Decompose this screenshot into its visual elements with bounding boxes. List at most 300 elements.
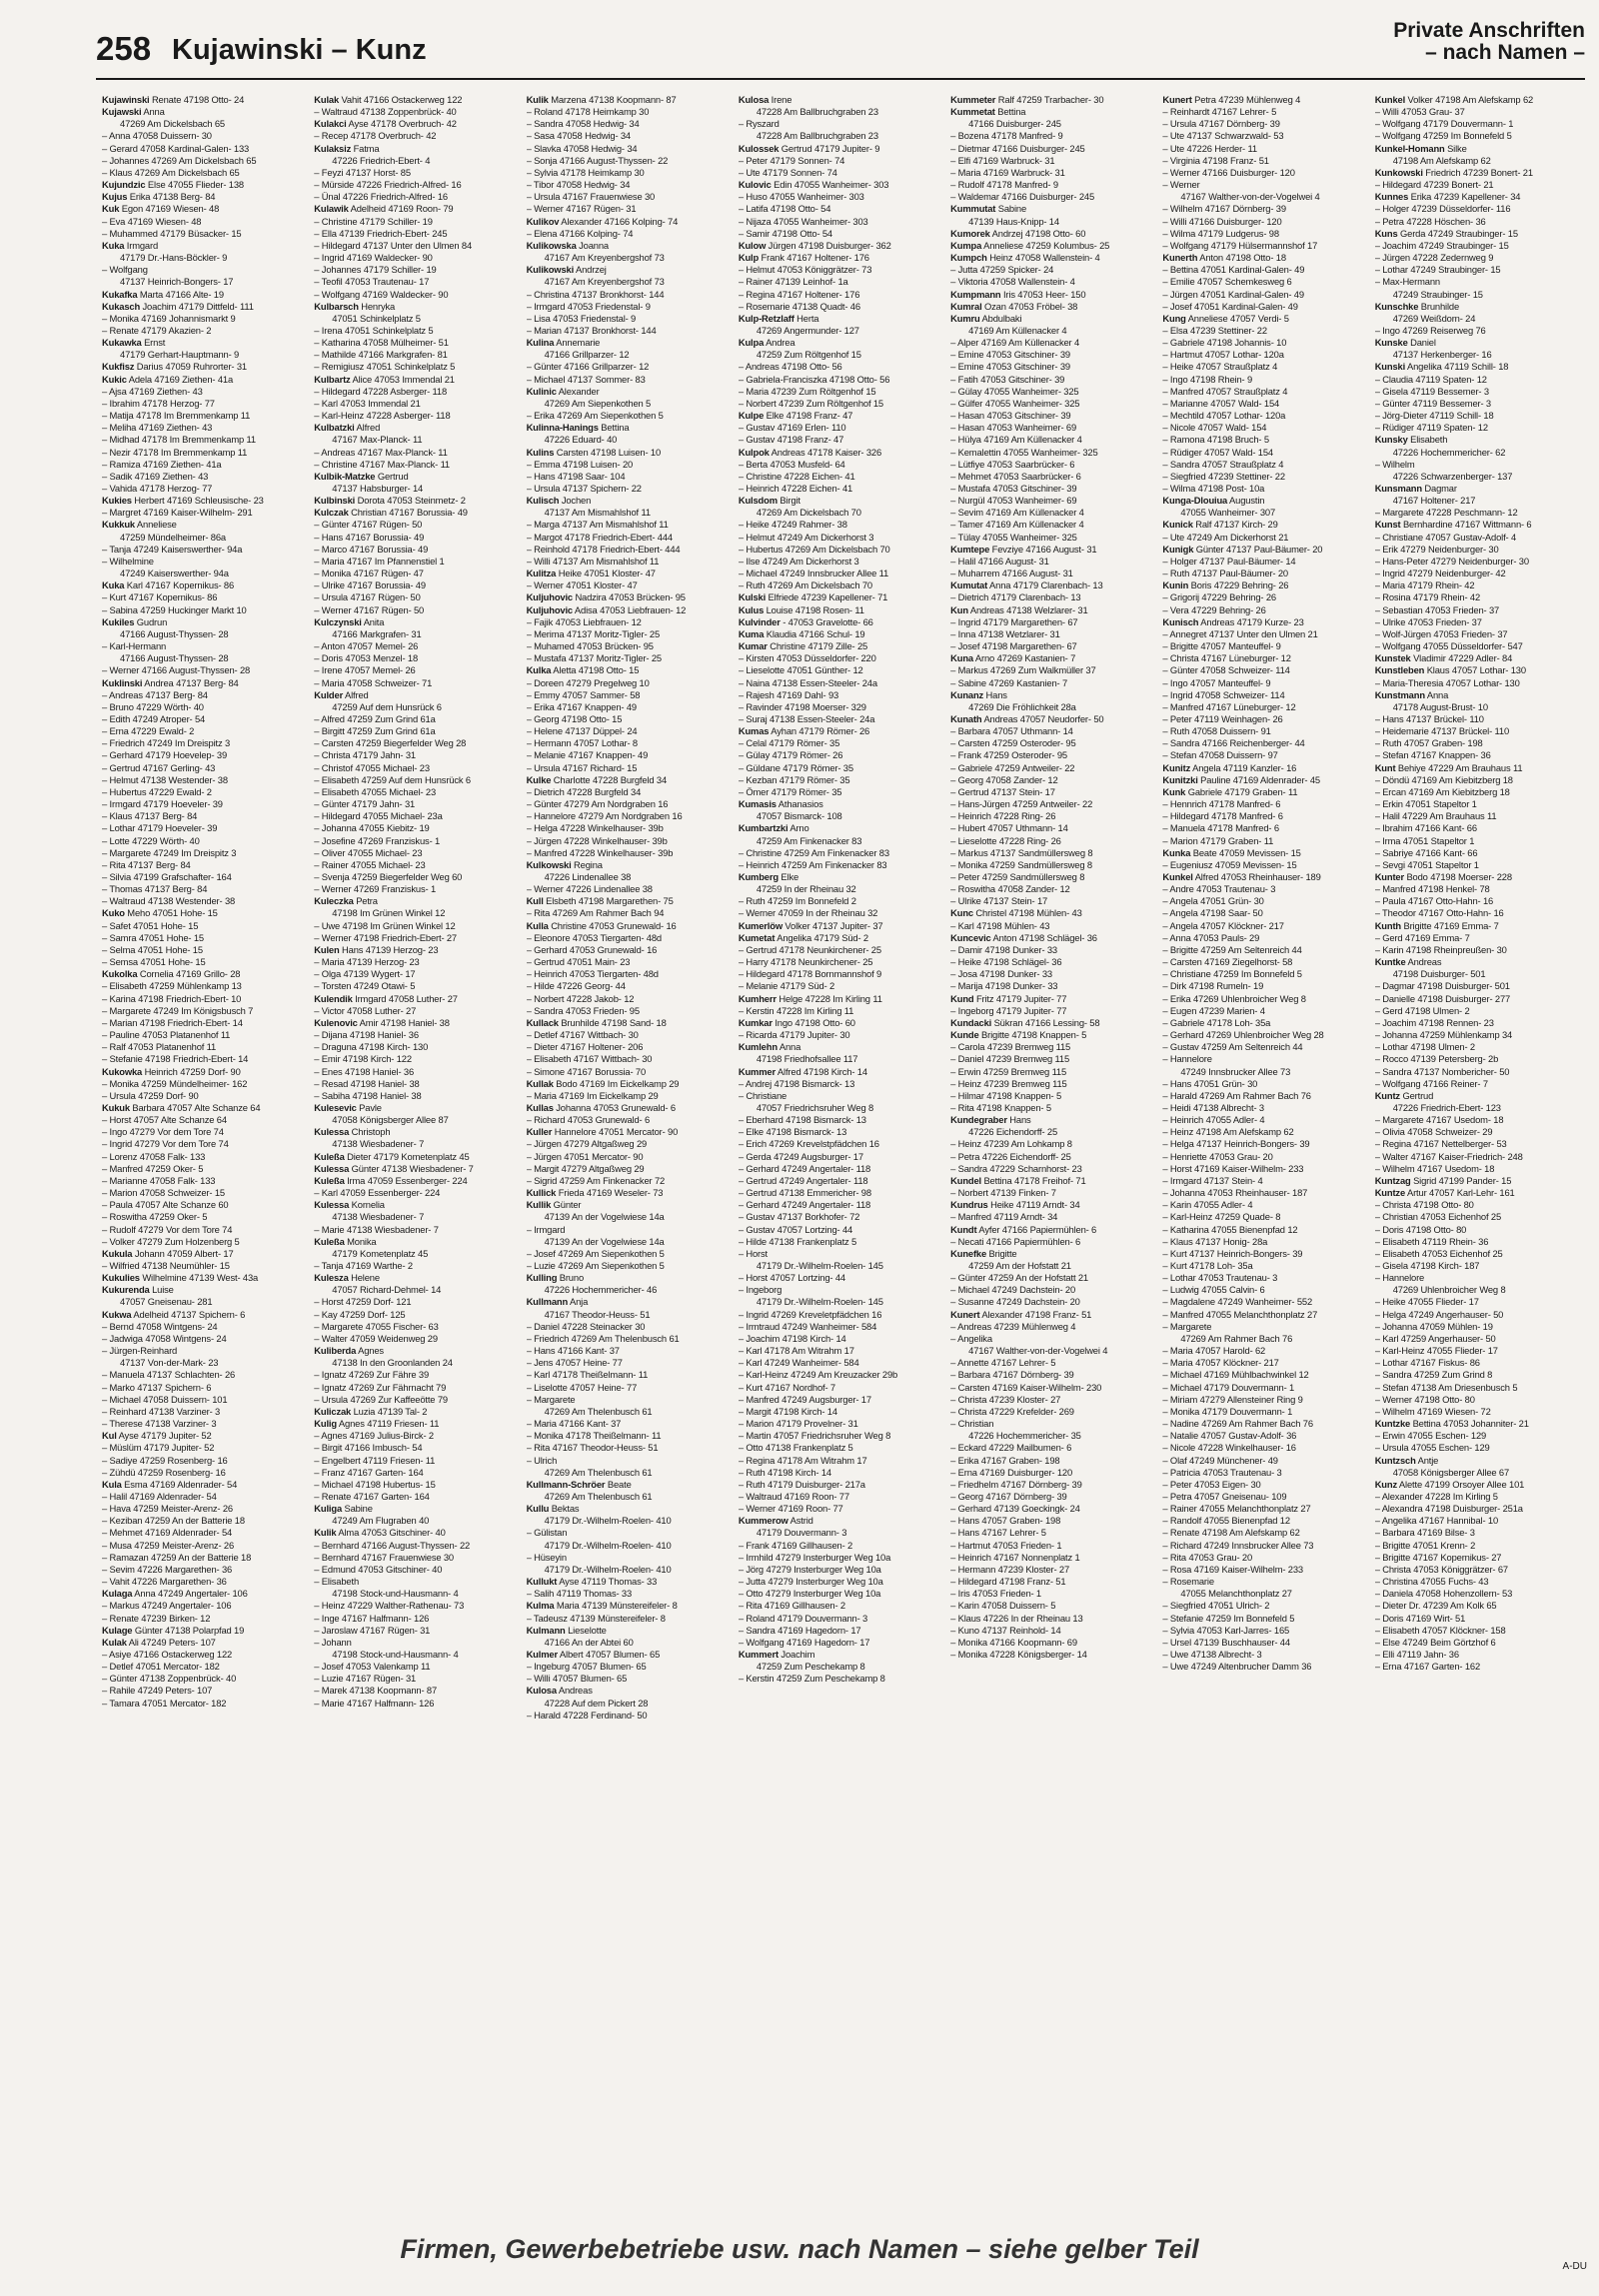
- entry-details: Frank 47167 Holtener- 176: [759, 252, 869, 264]
- entry-details: – Angelika 47167 Hannibal- 10: [1374, 1515, 1499, 1527]
- entry-surname: Kulage: [102, 1624, 133, 1636]
- directory-entry: [739, 932, 942, 944]
- entry-details: – Angela 47051 Grün- 30: [1162, 895, 1264, 907]
- entry-details: – Heike 47055 Flieder- 17: [1374, 1296, 1479, 1308]
- entry-details: – Edmund 47053 Gitschiner- 40: [314, 1563, 443, 1575]
- entry-details: – Rahile 47249 Peters- 107: [102, 1685, 213, 1697]
- entry-details: – Josef 47198 Margarethen- 67: [950, 640, 1077, 652]
- entry-details: – Patricia 47053 Trautenau- 3: [1162, 1466, 1282, 1478]
- entry-details: Herta: [794, 312, 819, 324]
- entry-details: – Manfred 47249 Augsburger- 17: [738, 1393, 871, 1405]
- directory-entry: [102, 386, 306, 398]
- entry-details: Andreas 47178 Kaiser- 326: [769, 446, 882, 458]
- entry-details: – Norbert 47228 Jakob- 12: [526, 992, 635, 1004]
- entry-details: – Christian: [950, 1418, 994, 1430]
- directory-entry: [739, 1576, 942, 1588]
- entry-details: – Danielle 47198 Duisburger- 277: [1374, 992, 1511, 1004]
- directory-entry: [1162, 1005, 1366, 1017]
- directory-entry: [1375, 1467, 1579, 1479]
- entry-surname: Kunkowski: [1374, 166, 1423, 178]
- entry-details: – Nezir 47178 Im Bremmenkamp 11: [102, 446, 248, 458]
- directory-entry: [527, 652, 731, 664]
- directory-entry: [739, 993, 942, 1005]
- entry-surname: Kumpch: [950, 252, 987, 264]
- directory-entry: [314, 544, 518, 556]
- directory-entry: [950, 1430, 1154, 1442]
- directory-entry: [102, 1248, 306, 1260]
- entry-details: – Karina 47198 Friedrich-Ebert- 10: [102, 992, 242, 1004]
- directory-entry: [527, 1272, 731, 1284]
- entry-details: – Werner 47226 Lindenallee 38: [526, 883, 653, 895]
- entry-details: Bodo 47169 Im Eickelkamp 29: [553, 1077, 680, 1089]
- directory-entry: [1375, 1576, 1579, 1588]
- directory-entry: [950, 532, 1154, 544]
- entry-details: – Elisabeth 47259 Auf dem Hunsrück 6: [314, 773, 471, 785]
- directory-entry: [950, 956, 1154, 968]
- entry-details: – Luzie 47269 Am Siepenkothen 5: [526, 1260, 665, 1271]
- directory-entry: [527, 713, 731, 725]
- entry-details: – Friedrich 47249 Im Dreispitz 3: [102, 737, 231, 749]
- directory-entry: [1375, 835, 1579, 847]
- directory-entry: [739, 1333, 942, 1345]
- entry-details: – Mürside 47226 Friedrich-Alfred- 16: [314, 179, 462, 191]
- directory-entry: [739, 106, 942, 118]
- directory-entry: [950, 980, 1154, 992]
- entry-details: 47179 Dr.-Wilhelm-Roelen- 145: [756, 1296, 883, 1308]
- entry-details: – Peter 47179 Sonnen- 74: [738, 154, 845, 166]
- directory-entry: [102, 544, 306, 556]
- directory-entry: [1375, 1248, 1579, 1260]
- directory-entry: [1162, 556, 1366, 568]
- entry-details: – Hennrich 47178 Manfred- 6: [1162, 798, 1281, 810]
- directory-entry: [1375, 228, 1579, 240]
- directory-entry: [950, 652, 1154, 664]
- entry-details: Charlotte 47228 Burgfeld 34: [551, 773, 668, 785]
- directory-entry: [1375, 301, 1579, 313]
- entry-details: – Waldemar 47166 Duisburger- 245: [950, 191, 1095, 203]
- directory-entry: [950, 1442, 1154, 1454]
- directory-entry: [314, 1163, 518, 1175]
- directory-entry: [527, 1625, 731, 1637]
- directory-entry: [527, 993, 731, 1005]
- entry-details: 47179 Dr.-Wilhelm-Roelen- 410: [544, 1563, 672, 1575]
- entry-details: – Halil 47166 August- 31: [950, 555, 1049, 567]
- entry-details: – Maria 47139 Herzog- 23: [314, 956, 420, 968]
- directory-entry: [950, 1357, 1154, 1369]
- entry-details: – Ingeburg 47057 Blumen- 65: [526, 1661, 647, 1673]
- entry-surname: Kulbinski: [314, 495, 356, 507]
- entry-details: – Therese 47138 Varziner- 3: [102, 1418, 217, 1430]
- entry-details: – Siegfried 47239 Stettiner- 22: [1162, 470, 1285, 482]
- entry-surname: Kuntzsch: [1374, 1454, 1416, 1466]
- directory-entry: [950, 179, 1154, 191]
- entry-details: Alexander 47198 Franz- 51: [979, 1308, 1092, 1320]
- entry-surname: Kuncevic: [950, 931, 991, 943]
- entry-details: – Sandra 47053 Frieden- 95: [526, 1004, 640, 1016]
- entry-details: – Joachim 47198 Rennen- 23: [1374, 1016, 1494, 1028]
- entry-surname: Kunath: [950, 712, 982, 724]
- directory-column-1: [98, 94, 310, 2212]
- directory-entry: [1162, 1564, 1366, 1576]
- directory-entry: [950, 579, 1154, 591]
- directory-entry: [950, 640, 1154, 652]
- entry-details: – Hildegard 47178 Bornmannshof 9: [738, 968, 882, 980]
- directory-entry: [739, 1126, 942, 1138]
- entry-details: 47226 Hochemmericher- 35: [968, 1430, 1081, 1442]
- entry-details: – Doris 47053 Menzel- 18: [314, 652, 419, 664]
- entry-details: – Sandra 47229 Scharnhorst- 23: [950, 1162, 1082, 1174]
- directory-entry: [314, 556, 518, 568]
- entry-details: – Lieselotte 47051 Günther- 12: [738, 664, 863, 676]
- entry-surname: Kulisch: [526, 495, 560, 507]
- directory-entry: [1375, 713, 1579, 725]
- directory-entry: [739, 447, 942, 459]
- directory-entry: [739, 956, 942, 968]
- entry-details: – Wolfgang 47169 Waldecker- 90: [314, 288, 449, 300]
- entry-surname: Kunkel: [1162, 871, 1193, 882]
- entry-surname: Kulitza: [526, 568, 557, 579]
- entry-details: – Vahit 47226 Margarethen- 36: [102, 1576, 227, 1588]
- directory-entry: [1162, 652, 1366, 664]
- entry-details: – Joachim 47249 Straubinger- 15: [1374, 239, 1509, 251]
- entry-details: – Gertrud 47137 Stein- 17: [950, 785, 1055, 797]
- directory-entry: [739, 507, 942, 519]
- directory-entry: [314, 1613, 518, 1625]
- entry-details: 47166 August-Thyssen- 28: [120, 627, 229, 639]
- directory-entry: [527, 216, 731, 228]
- directory-entry: [102, 1527, 306, 1539]
- directory-entry: [739, 749, 942, 761]
- entry-details: Jochen: [559, 495, 592, 507]
- entry-details: – Stefanie 47259 Im Bonnefeld 5: [1162, 1612, 1295, 1624]
- directory-entry: [950, 191, 1154, 203]
- directory-entry: [1162, 604, 1366, 616]
- directory-entry: [739, 459, 942, 471]
- entry-details: – Gülay 47179 Römer- 26: [738, 749, 843, 761]
- directory-entry: [1162, 1649, 1366, 1661]
- directory-entry: [950, 677, 1154, 689]
- directory-entry: [314, 689, 518, 701]
- entry-details: – Margarete: [526, 1393, 576, 1405]
- entry-details: – Werner 47198 Friedrich-Ebert- 27: [314, 931, 457, 943]
- entry-details: Heike 47051 Kloster- 47: [556, 568, 656, 579]
- entry-details: – Hava 47259 Meister-Arenz- 26: [102, 1503, 233, 1515]
- entry-details: Augustin: [1227, 495, 1265, 507]
- entry-details: – Ursula 47055 Eschen- 129: [1374, 1442, 1490, 1454]
- directory-entry: [527, 1600, 731, 1612]
- directory-entry: [739, 301, 942, 313]
- entry-surname: Kummutat: [950, 203, 996, 215]
- entry-surname: Kulczak: [314, 507, 349, 519]
- entry-details: Bektas: [549, 1503, 580, 1515]
- entry-surname: Kujus: [102, 191, 128, 203]
- directory-entry: [739, 337, 942, 349]
- directory-entry: [102, 507, 306, 519]
- entry-details: – Anton 47057 Memel- 26: [314, 640, 419, 652]
- entry-details: – Paula 47167 Otto-Hahn- 16: [1374, 895, 1494, 907]
- entry-surname: Kulbatzki: [314, 422, 355, 434]
- entry-details: 47228 Am Ballbruchgraben 23: [756, 106, 878, 118]
- entry-details: – Reinhard 47138 Varziner- 3: [102, 1405, 221, 1417]
- directory-entry: [1162, 786, 1366, 798]
- entry-details: – Heinz 47198 Am Alefskamp 62: [1162, 1126, 1294, 1138]
- directory-entry: [739, 1199, 942, 1211]
- directory-entry: [314, 1357, 518, 1369]
- entry-details: – Ibrahim 47166 Kant- 66: [1374, 822, 1477, 834]
- entry-details: – Maria 47057 Klöckner- 217: [1162, 1357, 1279, 1369]
- entry-details: – Uwe 47198 Im Grünen Winkel 12: [314, 919, 456, 931]
- entry-details: – Rosemarie 47138 Quadt- 46: [738, 300, 860, 312]
- directory-entry: [527, 859, 731, 871]
- directory-entry: [1162, 835, 1366, 847]
- directory-entry: [102, 519, 306, 531]
- entry-details: Brigitte: [986, 1247, 1017, 1259]
- entry-details: – Ramazan 47259 An der Batterie 18: [102, 1551, 252, 1563]
- entry-details: – Ludwig 47055 Calvin- 6: [1162, 1284, 1265, 1296]
- entry-details: Ernst: [141, 337, 166, 349]
- entry-details: 47057 Bismarck- 108: [756, 810, 842, 822]
- entry-details: – Volker 47279 Zum Holzenberg 5: [102, 1235, 240, 1247]
- entry-details: Kornelia: [349, 1199, 385, 1211]
- directory-entry: [739, 1442, 942, 1454]
- directory-entry: [527, 544, 731, 556]
- directory-entry: [1375, 1600, 1579, 1612]
- entry-surname: Kundegraber: [950, 1114, 1007, 1126]
- entry-details: Andrzej 47198 Otto- 60: [989, 227, 1086, 239]
- entry-details: – Heinrich 47259 Am Finkenacker 83: [738, 858, 887, 870]
- entry-details: – Berta 47053 Musfeld- 64: [738, 458, 845, 470]
- entry-details: – Hannelore: [1374, 1272, 1425, 1284]
- entry-details: Adisa 47053 Liebfrauen- 12: [572, 603, 687, 615]
- directory-entry: [950, 471, 1154, 483]
- directory-entry: [1375, 507, 1579, 519]
- entry-details: – Jutta 47259 Spicker- 24: [950, 264, 1054, 276]
- directory-entry: [950, 1284, 1154, 1296]
- directory-entry: [739, 1503, 942, 1515]
- directory-entry: [314, 94, 518, 106]
- entry-details: – Heinz 47239 Bremweg 115: [950, 1077, 1067, 1089]
- entry-surname: Kukfisz: [102, 361, 135, 373]
- directory-entry: [314, 1090, 518, 1102]
- directory-entry: [1375, 434, 1579, 446]
- directory-entry: [739, 410, 942, 422]
- entry-surname: Kunstleben: [1374, 664, 1425, 676]
- directory-entry: [1375, 810, 1579, 822]
- entry-details: 47249 Am Flugraben 40: [332, 1515, 430, 1527]
- entry-details: – Ibrahim 47178 Herzog- 77: [102, 397, 215, 409]
- entry-details: – Else 47249 Beim Görtzhof 6: [1374, 1636, 1496, 1648]
- entry-details: – Christine 47179 Schiller- 19: [314, 215, 433, 227]
- entry-details: – Oliver 47055 Michael- 23: [314, 846, 423, 858]
- directory-entry: [1375, 1017, 1579, 1029]
- directory-entry: [102, 1224, 306, 1236]
- directory-entry: [1375, 203, 1579, 215]
- entry-details: Adelheid 47137 Spichern- 6: [131, 1308, 246, 1320]
- directory-entry: [1375, 980, 1579, 992]
- directory-entry: [950, 1078, 1154, 1090]
- directory-entry: [527, 471, 731, 483]
- entry-surname: Kuko: [102, 907, 125, 919]
- directory-entry: [314, 386, 518, 398]
- entry-details: – Horst: [738, 1247, 769, 1259]
- directory-entry: [1162, 1503, 1366, 1515]
- entry-details: 47226 Lindenallee 38: [544, 871, 632, 882]
- directory-entry: [314, 859, 518, 871]
- directory-entry: [527, 1418, 731, 1430]
- entry-details: – Lotte 47229 Wörth- 40: [102, 834, 200, 846]
- directory-entry: [1375, 1418, 1579, 1430]
- directory-entry: [102, 1467, 306, 1479]
- entry-details: Alexander: [556, 385, 600, 397]
- entry-surname: Kunert: [950, 1308, 980, 1320]
- entry-details: – Eugeniusz 47059 Mevissen- 15: [1162, 858, 1297, 870]
- directory-entry: [527, 289, 731, 301]
- directory-entry: [102, 1418, 306, 1430]
- directory-entry: [527, 616, 731, 628]
- directory-entry: [1375, 374, 1579, 386]
- entry-details: – Marek 47138 Koopmann- 87: [314, 1685, 438, 1697]
- directory-entry: [950, 216, 1154, 228]
- entry-details: – Josa 47198 Dunker- 33: [950, 968, 1052, 980]
- entry-details: – Alexandra 47198 Duisburger- 251a: [1374, 1503, 1523, 1515]
- entry-details: – Eugen 47239 Marien- 4: [1162, 1004, 1265, 1016]
- directory-entry: [739, 1588, 942, 1600]
- directory-entry: [739, 907, 942, 919]
- directory-entry: [739, 1479, 942, 1491]
- entry-details: Ralf 47259 Trarbacher- 30: [995, 94, 1104, 105]
- directory-entry: [527, 1333, 731, 1345]
- directory-entry: [527, 532, 731, 544]
- entry-details: Bettina: [994, 106, 1026, 118]
- entry-details: Joachim: [778, 1649, 815, 1660]
- entry-details: Egon 47169 Wiesen- 48: [119, 203, 220, 215]
- entry-surname: Kunsky: [1374, 434, 1408, 446]
- entry-details: – Rosina 47179 Rhein- 42: [1374, 591, 1481, 603]
- directory-entry: [950, 1236, 1154, 1248]
- entry-details: – Kuno 47137 Reinhold- 14: [950, 1624, 1061, 1636]
- directory-entry: [1375, 847, 1579, 859]
- entry-details: – Sylvia 47178 Heimkamp 30: [526, 166, 645, 178]
- entry-details: – Hans-Jürgen 47259 Antweiler- 22: [950, 798, 1093, 810]
- directory-entry: [314, 628, 518, 640]
- directory-entry: [1375, 1625, 1579, 1637]
- entry-details: Anneliese 47057 Verdi- 5: [1185, 312, 1289, 324]
- directory-entry: [527, 689, 731, 701]
- entry-details: – Holger 47137 Paul-Bäumer- 14: [1162, 555, 1296, 567]
- directory-entry: [950, 859, 1154, 871]
- entry-details: – Hannelore 47279 Am Nordgraben 16: [526, 810, 683, 822]
- directory-entry: [102, 1698, 306, 1710]
- directory-entry: [314, 664, 518, 676]
- directory-entry: [1375, 325, 1579, 337]
- directory-entry: [527, 1649, 731, 1661]
- entry-details: – Carola 47239 Bremweg 115: [950, 1041, 1071, 1053]
- directory-entry: [527, 725, 731, 737]
- directory-entry: [314, 434, 518, 446]
- entry-details: Hans: [983, 688, 1007, 700]
- entry-details: – Hubert 47057 Uthmann- 14: [950, 822, 1068, 834]
- entry-details: – Meliha 47169 Ziethen- 43: [102, 422, 213, 434]
- entry-details: – Marga 47137 Am Mismahlshof 11: [526, 519, 669, 531]
- directory-entry: [739, 1394, 942, 1406]
- directory-entry: [950, 106, 1154, 118]
- entry-surname: Kujundzic: [102, 179, 146, 191]
- entry-details: – Monika 47228 Königsberger- 14: [950, 1649, 1087, 1660]
- directory-entry: [527, 907, 731, 919]
- directory-entry: [527, 519, 731, 531]
- entry-details: – Christian 47053 Eichenhof 25: [1374, 1211, 1502, 1223]
- directory-entry: [1162, 1515, 1366, 1527]
- entry-details: – Karl-Heinz 47259 Quade- 8: [1162, 1211, 1281, 1223]
- directory-entry: [527, 1211, 731, 1223]
- directory-entry: [102, 1491, 306, 1503]
- entry-details: – Stefanie 47198 Friedrich-Ebert- 14: [102, 1053, 249, 1065]
- directory-entry: [950, 920, 1154, 932]
- entry-details: Artur 47057 Karl-Lehr- 161: [1405, 1187, 1515, 1199]
- entry-details: – Gertrud 47178 Neunkirchener- 25: [738, 943, 881, 955]
- entry-details: – Hermann 47239 Kloster- 27: [950, 1563, 1070, 1575]
- entry-details: – Ruth 47198 Kirch- 14: [738, 1466, 831, 1478]
- directory-entry: [314, 810, 518, 822]
- entry-details: – Tadeusz 47139 Münstereifeler- 8: [526, 1612, 666, 1624]
- entry-details: – Monika 47178 Theißelmann- 11: [526, 1430, 662, 1442]
- entry-surname: Kunc: [950, 907, 973, 919]
- entry-surname: Kulesza: [314, 1272, 349, 1284]
- entry-details: – Willi 47137 Am Mismahlshof 11: [526, 555, 660, 567]
- entry-details: Behiye 47229 Am Brauhaus 11: [1395, 761, 1523, 773]
- entry-details: – Margarete 47055 Fischer- 63: [314, 1320, 439, 1332]
- entry-details: – Otto 47138 Frankenplatz 5: [738, 1442, 853, 1454]
- entry-details: 47167 Am Kreyenbergshof 73: [544, 252, 665, 264]
- entry-details: – Ingo 47269 Reiserweg 76: [1374, 324, 1486, 336]
- directory-entry: [1375, 1515, 1579, 1527]
- directory-entry: [314, 471, 518, 483]
- directory-entry: [527, 1151, 731, 1163]
- directory-entry: [314, 374, 518, 386]
- entry-surname: Kumru: [950, 312, 980, 324]
- entry-details: – Werner 47166 August-Thyssen- 28: [102, 664, 251, 676]
- directory-entry: [739, 568, 942, 579]
- directory-entry: [1162, 1078, 1366, 1090]
- directory-entry: [527, 1345, 731, 1357]
- directory-entry: [1375, 1041, 1579, 1053]
- entry-surname: Kunst: [1374, 519, 1401, 531]
- entry-details: – Heinz 47229 Walther-Rathenau- 73: [314, 1600, 465, 1612]
- entry-details: – Maria 47057 Harold- 62: [1162, 1345, 1266, 1357]
- directory-entry: [527, 301, 731, 313]
- entry-details: – Muhamed 47053 Brücken- 95: [526, 640, 654, 652]
- directory-entry: [950, 447, 1154, 459]
- entry-details: – Fajik 47053 Liebfrauen- 12: [526, 615, 642, 627]
- entry-details: – Gabriele 47259 Antweiler- 22: [950, 761, 1075, 773]
- entry-details: – Ercan 47169 Am Kiebitzberg 18: [1374, 785, 1510, 797]
- directory-entry: [1162, 1090, 1366, 1102]
- entry-surname: Kumerlöw: [738, 919, 783, 931]
- entry-details: – Mechtild 47057 Lothar- 120a: [1162, 410, 1286, 422]
- entry-details: – Wolfgang 47166 Reiner- 7: [1374, 1077, 1488, 1089]
- entry-details: – Luzie 47167 Rügen- 31: [314, 1673, 417, 1685]
- directory-entry: [739, 774, 942, 786]
- entry-details: – Halil 47169 Aldenrader- 54: [102, 1490, 217, 1502]
- directory-entry: [950, 483, 1154, 495]
- entry-details: – Harald 47228 Ferdinand- 50: [526, 1709, 648, 1721]
- directory-entry: [102, 203, 306, 215]
- directory-entry: [739, 1552, 942, 1564]
- directory-entry: [527, 349, 731, 361]
- entry-details: Bruno: [557, 1272, 585, 1284]
- directory-entry: [1375, 1029, 1579, 1041]
- entry-details: – Gerd 47169 Emma- 7: [1374, 931, 1470, 943]
